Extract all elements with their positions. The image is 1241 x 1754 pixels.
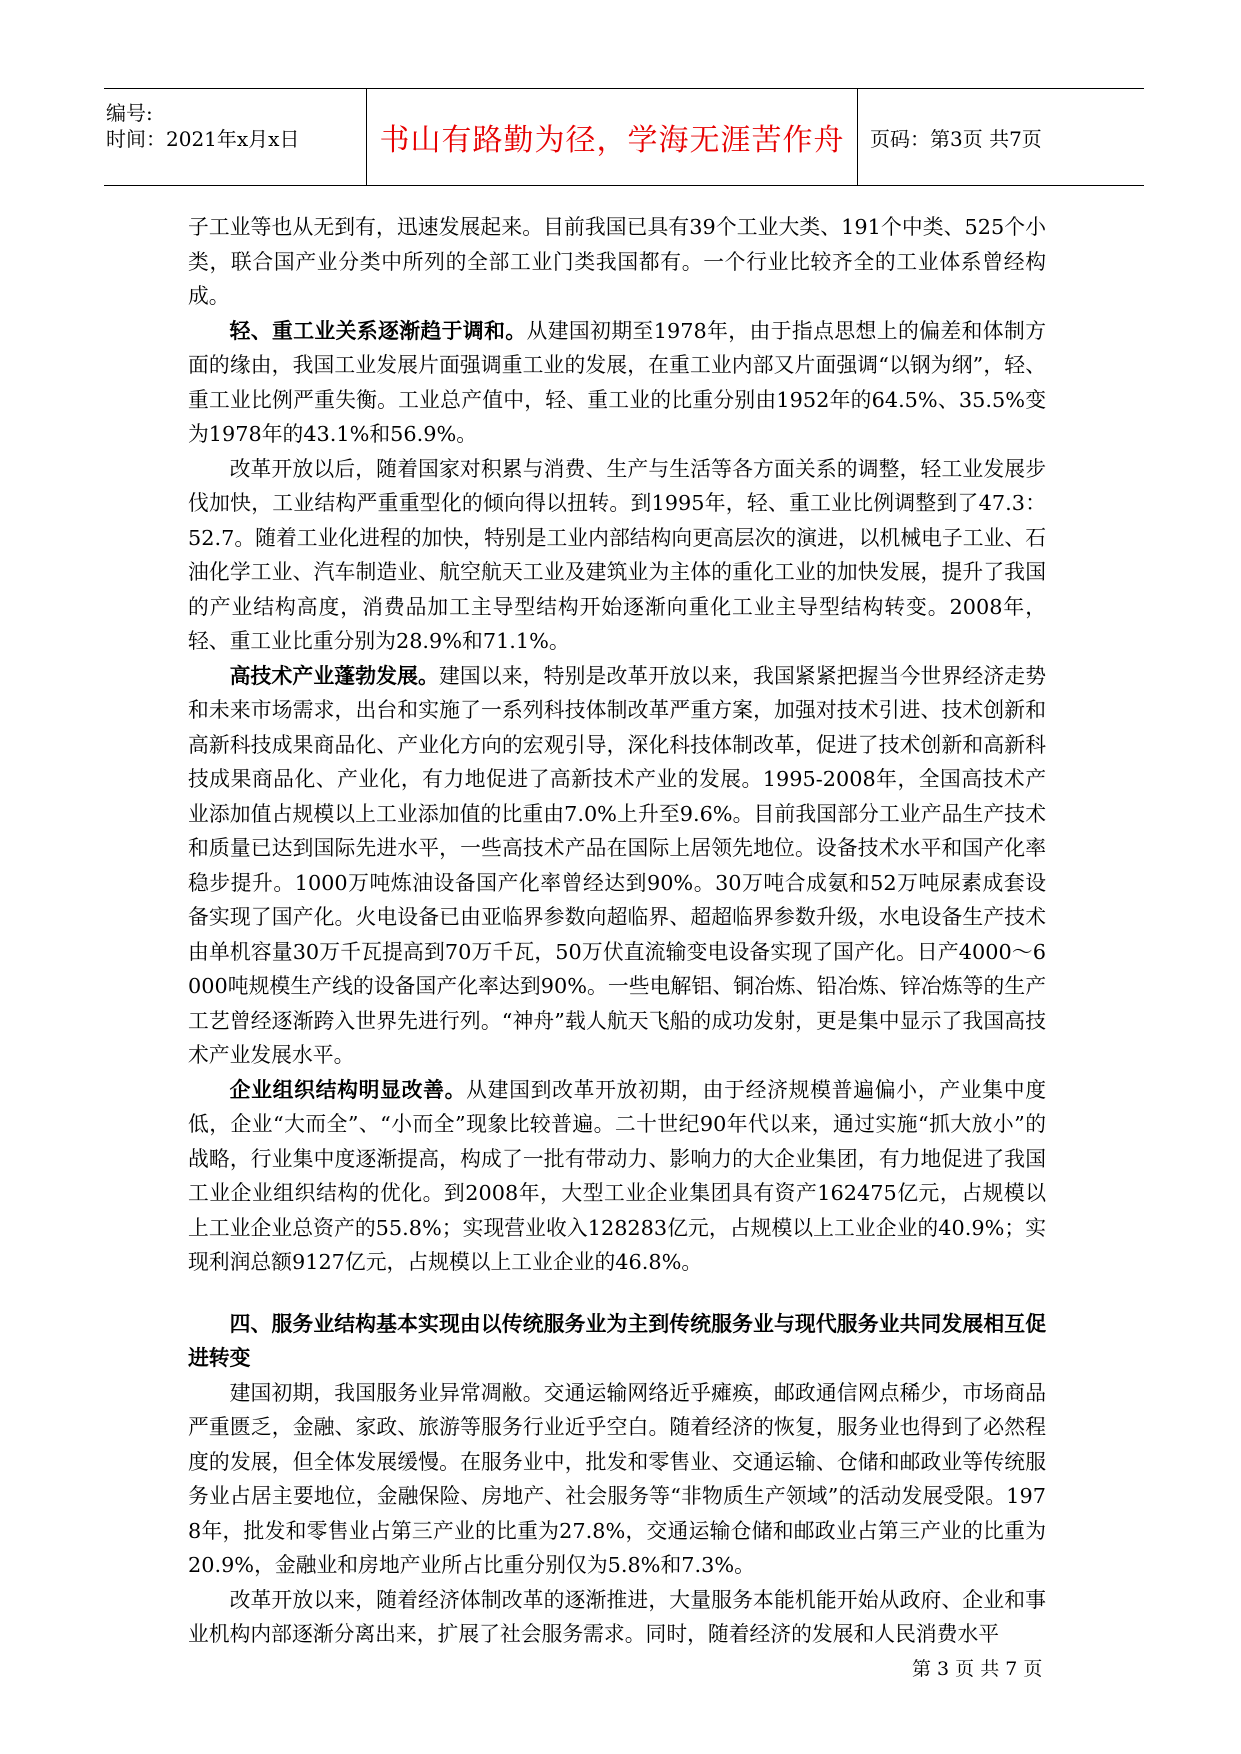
header-motto-cell (366, 89, 858, 185)
paragraph (188, 314, 1046, 452)
paragraph: 建国初期，我国服务业异常凋敝。交通运输网络近乎瘫痪，邮政通信网点稀少，市场商品严重匮乏，金融、家政、旅游等服务行业近乎空白。随着经济的恢复，服务业也得到了必然程度的发展，但全体发展缓慢。在服务业中，批发和零售业、交通运输、仓储和邮政业等传统服务业占居主要地位，金融保险、房地产、社会服务等“非物质生产领域”的活动发展受限。1978年，批发和零售业占第三产业的比重为27.8%，交通运输仓储和邮政业占第三产业的比重为20.9%，金融业和房地产业所占比重分别仅为5.8%和7.3%。 (188, 1380, 1046, 1577)
header-left-cell (104, 89, 366, 185)
time-label: 时间：2021年x月x日 (106, 127, 300, 151)
document-header (104, 88, 1144, 186)
page-footer: 第 3 页 共 7 页 (912, 1658, 1043, 1680)
paragraph-text: 从建国到改革开放初期，由于经济规模普遍偏小，产业集中度低，企业“大而全”、“小而全”现象比较普遍。二十世纪90年代以来，通过实施“抓大放小”的战略，行业集中度逐渐提高，构成了一批有带动力、影响力的大企业集团，有力地促进了我国工业企业组织结构的优化。到2008年，大型工业企业集团具有资产162475亿元，占规模以上工业企业总资产的55.8%；实现营业收入128283亿元，占规模以上工业企业的40.9%；实现利润总额9127亿元，占规模以上工业企业的46.8%。 (188, 1077, 1047, 1274)
document-body (188, 210, 1046, 1652)
paragraph: 改革开放以来，随着经济体制改革的逐渐推进，大量服务本能机能开始从政府、企业和事业机构内部逐渐分离出来，扩展了社会服务需求。同时，随着经济的发展和人民消费水平 (188, 1587, 1046, 1646)
serial-number-label: 编号: (106, 101, 153, 125)
paragraph (188, 1073, 1046, 1280)
paragraph: 子工业等也从无到有，迅速发展起来。目前我国已具有39个工业大类、191个中类、525个小类，联合国产业分类中所列的全部工业门类我国都有。一个行业比较齐全的工业体系曾经构成。 (188, 215, 1046, 308)
paragraph-lead: 高技术产业蓬勃发展。 (229, 662, 439, 688)
paragraph-text: 从建国初期至1978年，由于指点思想上的偏差和体制方面的缘由，我国工业发展片面强调重工业的发展，在重工业内部又片面强调“以钢为纲”，轻、重工业比例严重失衡。工业总产值中，轻、重工业的比重分别由1952年的64.5%、35.5%变为1978年的43.1%和56.9%。 (188, 318, 1046, 446)
header-page-cell (856, 89, 1144, 185)
motto-text: 书山有路勤为径，学海无涯苦作舟 (379, 123, 845, 158)
paragraph (188, 659, 1046, 1073)
page-code: 页码：第3页 共7页 (870, 127, 1042, 151)
paragraph-text: 建国以来，特别是改革开放以来，我国紧紧把握当今世界经济走势和未来市场需求，出台和实施了一系列科技体制改革严重方案，加强对技术引进、技术创新和高新科技成果商品化、产业化方向的宏观引导，深化科技体制改革，促进了技术创新和高新科技成果商品化、产业化，有力地促进了高新技术产业的发展。1995-2008年，全国高技术产业添加值占规模以上工业添加值的比重由7.0%上升至9.6%。目前我国部分工业产品生产技术和质量已达到国际先进水平，一些高技术产品在国际上居领先地位。设备技术水平和国产化率稳步提升。1000万吨炼油设备国产化率曾经达到90%。30万吨合成氨和52万吨尿素成套设备实现了国产化。火电设备已由亚临界参数向超临界、超超临界参数升级，水电设备生产技术由单机容量30万千瓦提高到70万千瓦，50万伏直流输变电设备实现了国产化。日产4000～6000吨规模生产线的设备国产化率达到90%。一些电解铝、铜冶炼、铅冶炼、锌冶炼等的生产工艺曾经逐渐跨入世界先进行列。“神舟”载人航天飞船的成功发射，更是集中显示了我国高技术产业发展水平。 (188, 663, 1047, 1067)
paragraph-lead: 轻、重工业关系逐渐趋于调和。 (229, 317, 527, 343)
paragraph: 改革开放以后，随着国家对积累与消费、生产与生活等各方面关系的调整，轻工业发展步伐加快，工业结构严重重型化的倾向得以扭转。到1995年，轻、重工业比例调整到了47.3：52.7。随着工业化进程的加快，特别是工业内部结构向更高层次的演进，以机械电子工业、石油化学工业、汽车制造业、航空航天工业及建筑业为主体的重化工业的加快发展，提升了我国的产业结构高度，消费品加工主导型结构开始逐渐向重化工业主导型结构转变。2008年，轻、重工业比重分别为28.9%和71.1%。 (188, 456, 1046, 653)
paragraph-lead: 企业组织结构明显改善。 (229, 1076, 467, 1102)
section-heading: 四、服务业结构基本实现由以传统服务业为主到传统服务业与现代服务业共同发展相互促进转变 (188, 1310, 1046, 1370)
